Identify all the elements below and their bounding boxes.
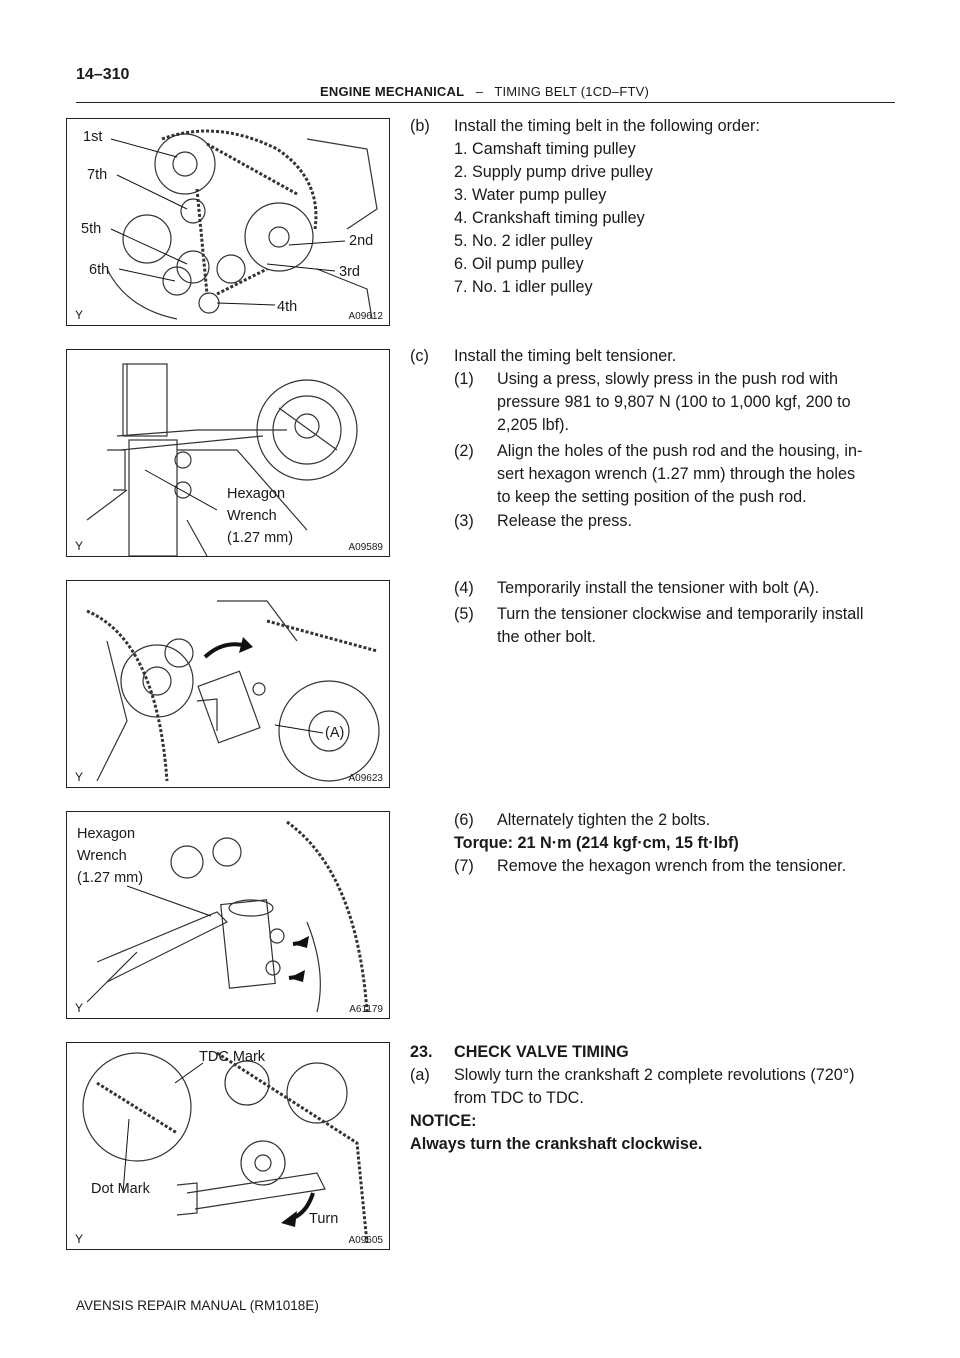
order-list-item: 1. Camshaft timing pulley xyxy=(454,140,636,158)
item-b-text: Install the timing belt in the following order: xyxy=(454,117,760,135)
step-line: Turn the tensioner clockwise and temporarily install xyxy=(497,605,864,623)
label-6th: 6th xyxy=(89,262,110,278)
figure-mark: Y xyxy=(75,770,84,784)
figure-code: A09605 xyxy=(348,1235,383,1246)
order-list-item: 3. Water pump pulley xyxy=(454,186,607,204)
order-list-item: 7. No. 1 idler pulley xyxy=(454,278,593,296)
label-turn: Turn xyxy=(309,1211,339,1227)
item-c-label: (c) xyxy=(410,347,429,365)
section-number: 23. xyxy=(410,1043,433,1061)
label-4th: 4th xyxy=(277,299,298,315)
step-line: Release the press. xyxy=(497,512,632,530)
figure-code: A09612 xyxy=(348,311,383,322)
footer-manual: AVENSIS REPAIR MANUAL (RM1018E) xyxy=(76,1298,319,1313)
step-number: (3) xyxy=(454,512,474,530)
figure-install-tensioner xyxy=(66,580,390,788)
figure-code: A09589 xyxy=(348,542,383,553)
step-line: Using a press, slowly press in the push rod with xyxy=(497,370,838,388)
step-number: (4) xyxy=(454,579,474,597)
step-line: the other bolt. xyxy=(497,628,596,646)
order-list-item: 5. No. 2 idler pulley xyxy=(454,232,593,250)
step-line: Remove the hexagon wrench from the tensioner. xyxy=(497,857,847,875)
label-bolt-a: (A) xyxy=(325,725,345,741)
notice-label: NOTICE: xyxy=(410,1112,477,1130)
torque-spec: Torque: 21 N·m (214 kgf·cm, 15 ft·lbf) xyxy=(454,834,739,852)
header-rule xyxy=(76,102,895,103)
figure-code: A61179 xyxy=(349,1004,383,1015)
label-2nd: 2nd xyxy=(349,233,374,249)
figure-belt-routing xyxy=(66,118,390,326)
item-a-label: (a) xyxy=(410,1066,430,1084)
figure-mark: Y xyxy=(75,1001,84,1015)
step-number: (1) xyxy=(454,370,474,388)
figure-mark: Y xyxy=(75,539,84,553)
label-tdc-mark: TDC Mark xyxy=(199,1049,266,1065)
header-separator: – xyxy=(475,84,484,99)
figure-tighten-bolts xyxy=(66,811,390,1019)
figure-mark: Y xyxy=(75,1232,84,1246)
valve-timing-illustration xyxy=(67,1043,389,1249)
header-section: ENGINE MECHANICAL xyxy=(320,84,465,99)
item-a-line: from TDC to TDC. xyxy=(454,1089,584,1107)
item-b-label: (b) xyxy=(410,117,430,135)
step-line: Align the holes of the push rod and the housing, in- xyxy=(497,442,863,460)
label-size: (1.27 mm) xyxy=(227,530,294,546)
step-line: sert hexagon wrench (1.27 mm) through the holes xyxy=(497,465,856,483)
tensioner-illustration xyxy=(67,581,389,787)
step-number: (5) xyxy=(454,605,474,623)
item-c-text: Install the timing belt tensioner. xyxy=(454,347,677,365)
step-number: (7) xyxy=(454,857,474,875)
step-number: (6) xyxy=(454,811,474,829)
label-hexagon: Hexagon xyxy=(227,486,286,502)
step-line: Temporarily install the tensioner with bolt (A). xyxy=(497,579,820,597)
order-list-item: 4. Crankshaft timing pulley xyxy=(454,209,645,227)
step-line: to keep the setting position of the push rod. xyxy=(497,488,807,506)
figure-press-tensioner xyxy=(66,349,390,557)
label-7th: 7th xyxy=(87,167,108,183)
item-a-line: Slowly turn the crankshaft 2 complete revolutions (720°) xyxy=(454,1066,855,1084)
order-list-item: 2. Supply pump drive pulley xyxy=(454,163,653,181)
figure-code: A09623 xyxy=(348,773,383,784)
label-hexagon: Hexagon xyxy=(77,826,136,842)
engine-belt-illustration xyxy=(67,119,389,325)
label-dot-mark: Dot Mark xyxy=(91,1181,150,1197)
header-subsection: TIMING BELT (1CD–FTV) xyxy=(494,84,650,99)
order-list-item: 6. Oil pump pulley xyxy=(454,255,584,273)
step-number: (2) xyxy=(454,442,474,460)
label-5th: 5th xyxy=(81,221,102,237)
header-title xyxy=(320,84,649,99)
label-size: (1.27 mm) xyxy=(77,870,144,886)
section-title: CHECK VALVE TIMING xyxy=(454,1043,629,1061)
label-wrench: Wrench xyxy=(77,848,127,864)
step-line: Alternately tighten the 2 bolts. xyxy=(497,811,711,829)
label-3rd: 3rd xyxy=(339,264,360,280)
figure-mark: Y xyxy=(75,308,84,322)
figure-valve-timing xyxy=(66,1042,390,1250)
notice-text: Always turn the crankshaft clockwise. xyxy=(410,1135,703,1153)
label-wrench: Wrench xyxy=(227,508,277,524)
step-line: 2,205 lbf). xyxy=(497,416,569,434)
step-line: pressure 981 to 9,807 N (100 to 1,000 kgf, 200 to xyxy=(497,393,851,411)
page-number: 14–310 xyxy=(76,66,130,83)
label-1st: 1st xyxy=(83,129,103,145)
